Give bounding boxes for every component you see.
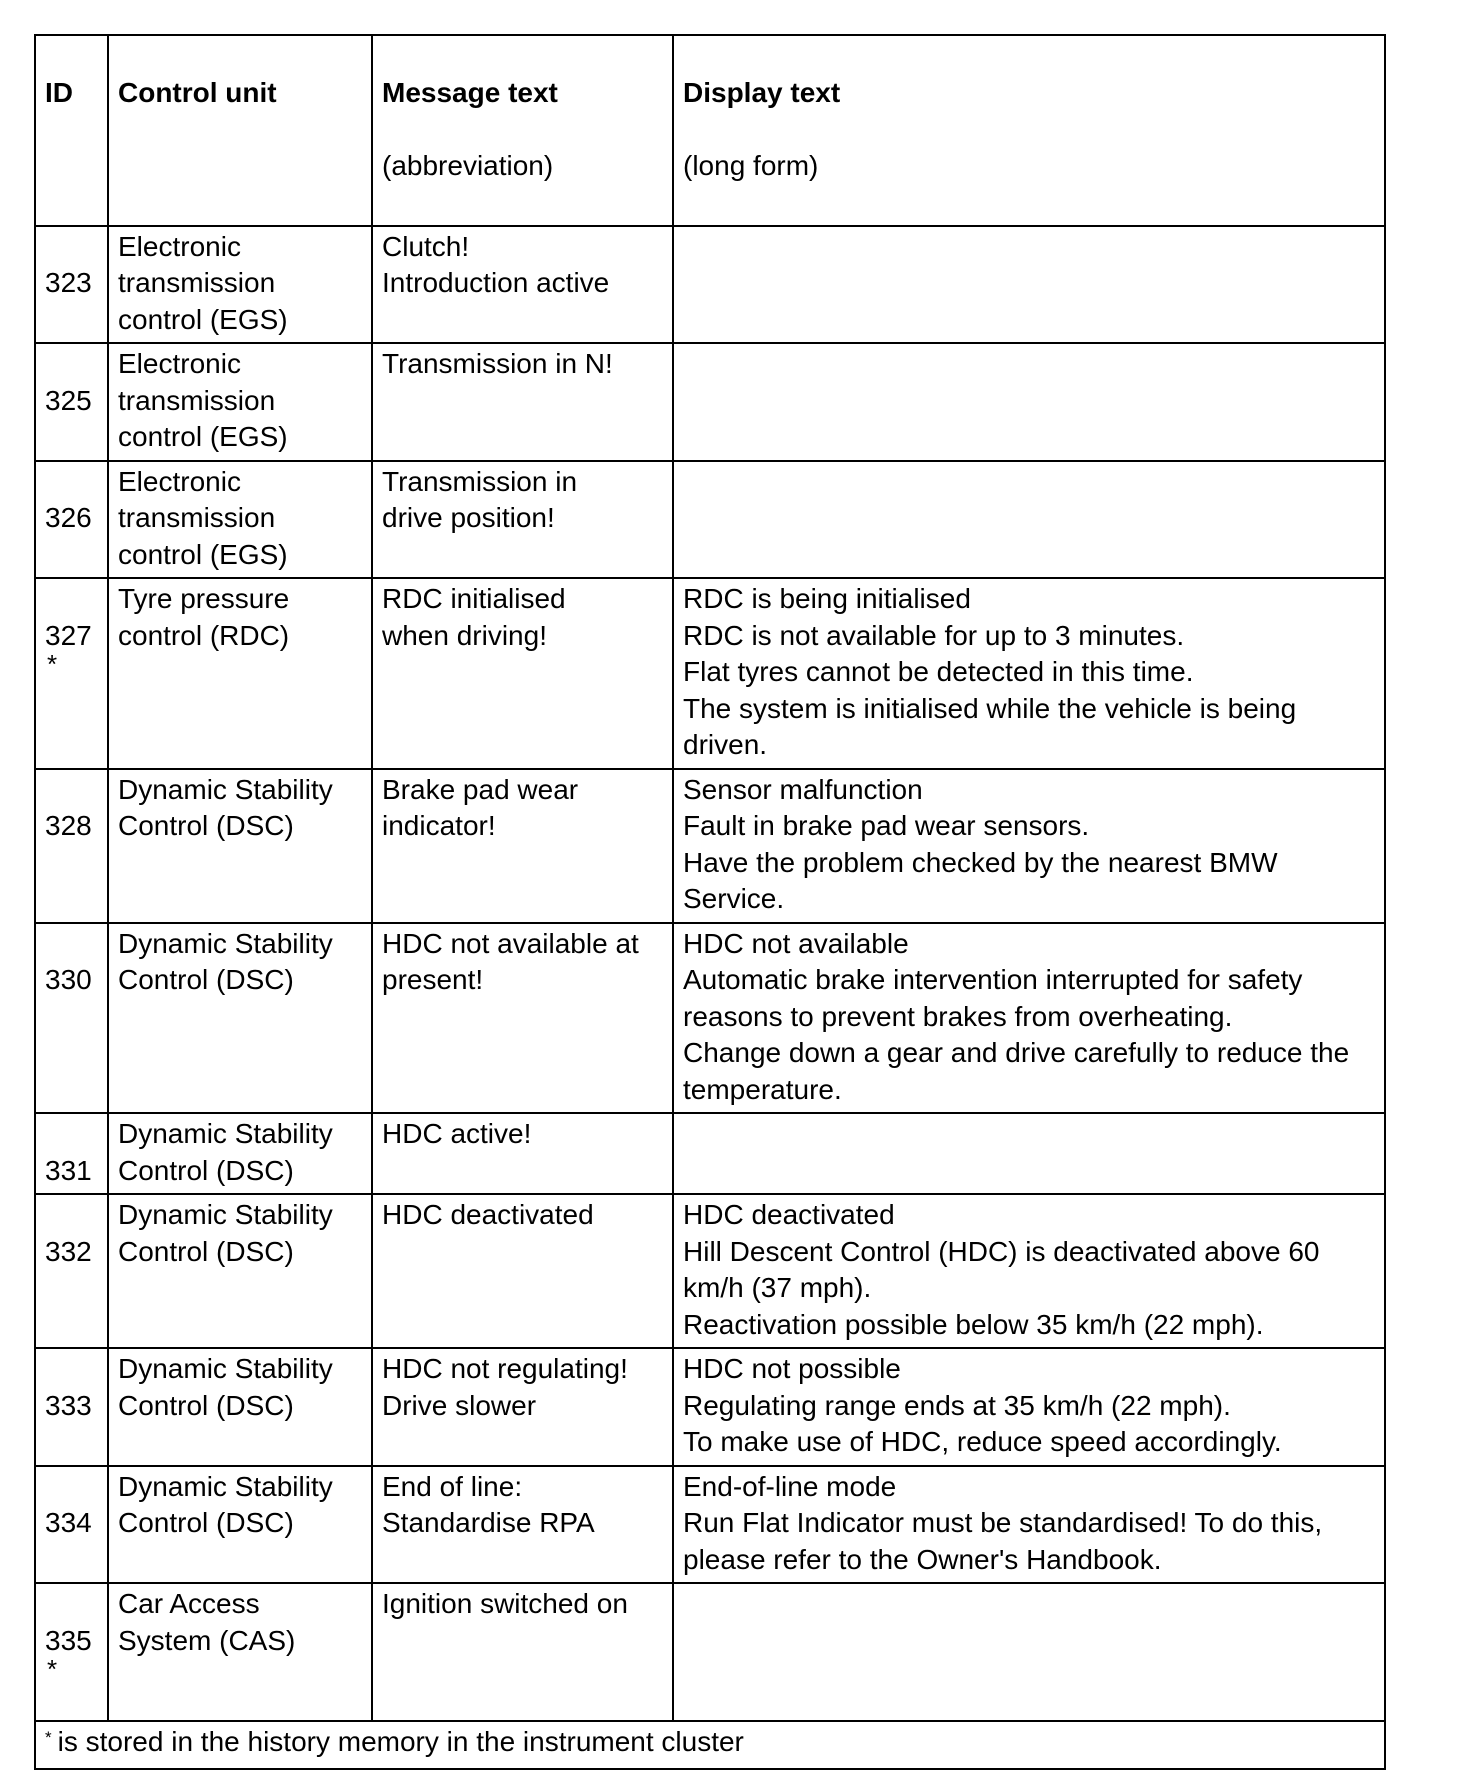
header-message-text [372, 35, 673, 226]
row-id: 335 [45, 1624, 92, 1656]
cell-message-text: HDC not regulating! Drive slower [372, 1348, 673, 1466]
row-id: 326 [45, 502, 92, 533]
cell-display-text: HDC not available Automatic brake intervention interrupted for safety reasons to prevent brakes from overheating. Change down a gear and drive carefully to reduce the temperature. [673, 923, 1385, 1114]
cell-display-text [673, 343, 1385, 461]
cell-id [35, 226, 108, 344]
row-id: 325 [45, 384, 92, 416]
cell-id [35, 343, 108, 461]
cell-control-unit: Dynamic Stability Control (DSC) [108, 769, 372, 923]
header-display-text [673, 35, 1385, 226]
table-row [35, 343, 1385, 461]
cell-message-text: HDC active! [372, 1113, 673, 1194]
header-message-label: Message text [382, 76, 558, 108]
footnote-row [35, 1721, 1385, 1769]
cell-control-unit: Dynamic Stability Control (DSC) [108, 923, 372, 1114]
cell-control-unit: Dynamic Stability Control (DSC) [108, 1348, 372, 1466]
cell-message-text: HDC deactivated [372, 1194, 673, 1348]
footnote-text: is stored in the history memory in the instrument cluster [57, 1725, 744, 1757]
cell-id [35, 1466, 108, 1584]
cell-control-unit: Electronic transmission control (EGS) [108, 343, 372, 461]
table-row [35, 226, 1385, 344]
row-id: 323 [45, 267, 92, 298]
cell-display-text: RDC is being initialised RDC is not available for up to 3 minutes. Flat tyres cannot be detected in this time. The system is initialised while the vehicle is being driven. [673, 578, 1385, 769]
cell-display-text: HDC deactivated Hill Descent Control (HDC) is deactivated above 60 km/h (37 mph). Reactivation possible below 35 km/h (22 mph). [673, 1194, 1385, 1348]
table-row [35, 578, 1385, 769]
header-control-unit [108, 35, 372, 226]
cell-message-text: HDC not available at present! [372, 923, 673, 1114]
row-id: 333 [45, 1389, 92, 1421]
footnote-cell [35, 1721, 1385, 1769]
cell-id [35, 923, 108, 1114]
cell-id [35, 1194, 108, 1348]
table-row [35, 769, 1385, 923]
history-memory-marker: * [47, 649, 58, 679]
cell-id [35, 461, 108, 579]
cell-message-text: Ignition switched on [372, 1583, 673, 1721]
cell-message-text: Transmission in N! [372, 343, 673, 461]
cell-display-text [673, 1583, 1385, 1721]
cell-display-text: Sensor malfunction Fault in brake pad wear sensors. Have the problem checked by the nearest BMW Service. [673, 769, 1385, 923]
cell-display-text: HDC not possible Regulating range ends at 35 km/h (22 mph). To make use of HDC, reduce speed accordingly. [673, 1348, 1385, 1466]
cell-message-text: RDC initialised when driving! [372, 578, 673, 769]
row-id: 328 [45, 810, 92, 841]
cell-message-text: Brake pad wear indicator! [372, 769, 673, 923]
footnote-mark: * [45, 1727, 52, 1747]
cell-control-unit: Car Access System (CAS) [108, 1583, 372, 1721]
cell-display-text: End-of-line mode Run Flat Indicator must be standardised! To do this, please refer to the Owner's Handbook. [673, 1466, 1385, 1584]
cell-message-text: End of line: Standardise RPA [372, 1466, 673, 1584]
cell-id [35, 769, 108, 923]
table-row [35, 1113, 1385, 1194]
document-page [34, 34, 1384, 1770]
cell-control-unit: Dynamic Stability Control (DSC) [108, 1194, 372, 1348]
cell-display-text [673, 1113, 1385, 1194]
table-row [35, 1348, 1385, 1466]
cell-message-text: Clutch! Introduction active [372, 226, 673, 344]
cell-control-unit: Electronic transmission control (EGS) [108, 461, 372, 579]
history-memory-marker: * [47, 1654, 58, 1684]
header-control-unit-label: Control unit [118, 76, 277, 108]
table-row [35, 1194, 1385, 1348]
cell-control-unit: Electronic transmission control (EGS) [108, 226, 372, 344]
row-id: 331 [45, 1154, 92, 1186]
table-header-row [35, 35, 1385, 226]
cell-display-text [673, 461, 1385, 579]
cell-id [35, 1348, 108, 1466]
cell-message-text: Transmission in drive position! [372, 461, 673, 579]
check-control-message-table [34, 34, 1386, 1770]
row-id: 327 [45, 619, 92, 651]
row-id: 332 [45, 1235, 92, 1267]
cell-display-text [673, 226, 1385, 344]
header-display-label: Display text [683, 76, 841, 108]
cell-control-unit: Tyre pressure control (RDC) [108, 578, 372, 769]
table-row [35, 1466, 1385, 1584]
cell-id [35, 578, 108, 769]
header-id [35, 35, 108, 226]
cell-control-unit: Dynamic Stability Control (DSC) [108, 1466, 372, 1584]
cell-id [35, 1583, 108, 1721]
header-message-sublabel: (abbreviation) [382, 149, 554, 181]
table-row [35, 923, 1385, 1114]
header-display-sublabel: (long form) [683, 149, 819, 181]
table-row [35, 461, 1385, 579]
cell-id [35, 1113, 108, 1194]
row-id: 334 [45, 1507, 92, 1538]
header-id-label: ID [45, 76, 73, 108]
row-id: 330 [45, 964, 92, 995]
table-row [35, 1583, 1385, 1721]
cell-control-unit: Dynamic Stability Control (DSC) [108, 1113, 372, 1194]
